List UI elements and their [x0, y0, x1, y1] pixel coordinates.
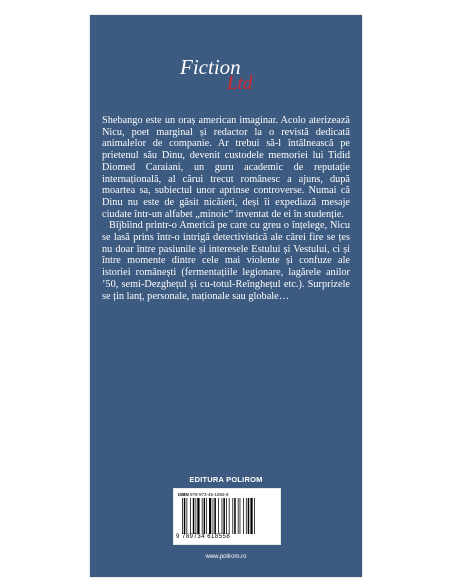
- barcode-digits: 9 789734 618558: [176, 534, 231, 540]
- barcode-bar: [222, 498, 223, 534]
- publisher-name: EDITURA POLIROM: [189, 475, 263, 484]
- barcode-bar: [223, 498, 225, 534]
- barcode-icon: [182, 498, 272, 534]
- barcode-bar: [190, 498, 191, 534]
- publisher-website: www.polirom.ro: [205, 554, 247, 560]
- barcode-bar: [246, 498, 247, 534]
- barcode-bar: [240, 498, 241, 534]
- barcode-bar: [204, 498, 206, 534]
- isbn-line: [178, 492, 229, 497]
- barcode-bar: [250, 498, 252, 534]
- barcode-bar: [182, 498, 183, 534]
- logo-word-ltd: Ltd: [227, 73, 253, 94]
- barcode-bar: [226, 498, 227, 534]
- barcode-bar: [214, 498, 216, 534]
- barcode-bar: [202, 498, 203, 534]
- barcode-bar: [206, 498, 207, 534]
- blurb-text: [102, 115, 350, 302]
- barcode-bar: [209, 498, 211, 534]
- barcode-bar: [243, 498, 244, 534]
- fiction-ltd-logo: [180, 55, 270, 115]
- barcode-bar: [197, 498, 199, 534]
- barcode-bar: [254, 498, 255, 534]
- isbn-label: ISBN: [178, 492, 189, 497]
- blurb-paragraph-1: Shebango este un oraș american imaginar. Acolo aterizează Nicu, poet marginal și redactor la o revistă dedicată animalelor de companie. Ar trebui să-l întâlnească pe prietenul său Dinu, devenit custodele memoriei lui Tidid Diomed Caraiani, un guru academic de reputație internațională, al cărui trecut românesc a ajuns, după moartea sa, subiectul unor aprinse controverse. Numai că Dinu nu este de găsit nicăieri, deși îi expediază mesaje ciudate într-un alfabet „minoic” inventat de ei în studenție.: [102, 115, 350, 220]
- barcode-bar: [218, 498, 219, 534]
- barcode-bar: [193, 498, 195, 534]
- barcode-panel: [173, 488, 281, 545]
- barcode-bar: [234, 498, 236, 534]
- barcode-bar: [187, 498, 188, 534]
- barcode-bar: [196, 498, 197, 534]
- barcode-bar: [232, 498, 233, 534]
- barcode-bar: [248, 498, 250, 534]
- isbn-number: 978-973-46-1855-8: [190, 492, 229, 497]
- barcode-bar: [229, 498, 230, 534]
- barcode-bar: [213, 498, 214, 534]
- back-cover: [90, 15, 362, 577]
- barcode-bar: [184, 498, 186, 534]
- logo-word-fiction: Fiction: [180, 55, 241, 79]
- barcode-bar: [238, 498, 239, 534]
- blurb-paragraph-2: Bîjbîind printr-o Americă pe care cu greu o înțelege, Nicu se lasă prins într-o intrigă detectivistică ale cărei fire se țes nu doar între pasiunile și interesele Estului și Vestului, ci și între momente dintre cele mai violente și confuze ale istoriei românești (fermentațiile legionare, lagărele anilor ’50, semi-Dezghețul și cu-totul-Reînghețul etc.). Surprizele se țin lanț, personale, naționale sau globale…: [102, 220, 350, 302]
